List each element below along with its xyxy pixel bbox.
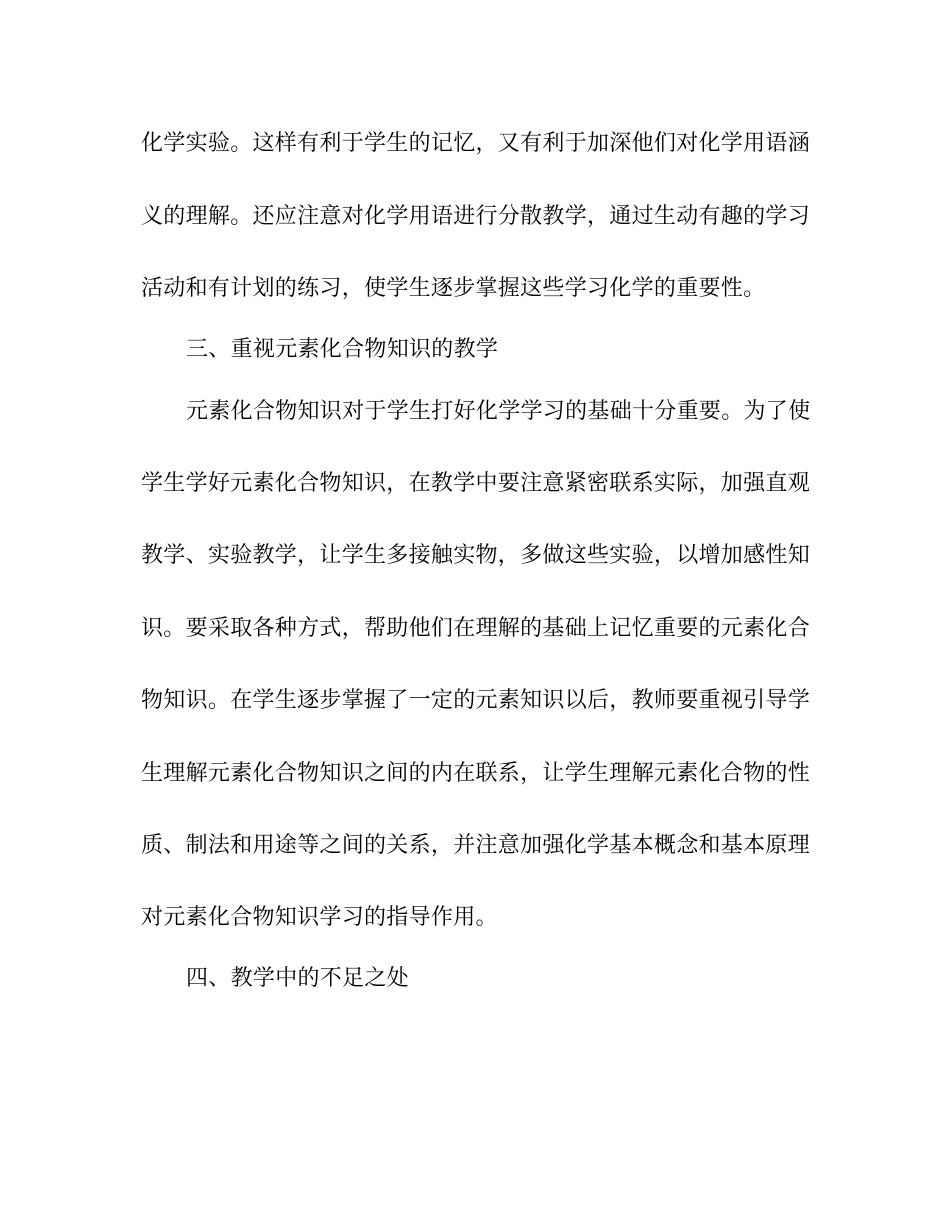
paragraph-line: 对元素化合物知识学习的指导作用。 xyxy=(141,905,498,930)
paragraph-line: 教学、实验教学，让学生多接触实物，多做这些实验，以增加感性知 xyxy=(141,543,811,568)
paragraph-line: 义的理解。还应注意对化学用语进行分散教学，通过生动有趣的学习 xyxy=(141,204,811,229)
paragraph-line: 物知识。在学生逐步掌握了一定的元素知识以后，教师要重视引导学 xyxy=(141,688,811,713)
section-heading: 三、重视元素化合物知识的教学 xyxy=(186,337,499,362)
paragraph-line: 识。要采取各种方式，帮助他们在理解的基础上记忆重要的元素化合 xyxy=(141,616,811,641)
paragraph-line: 元素化合物知识对于学生打好化学学习的基础十分重要。为了使 xyxy=(186,399,811,424)
paragraph-line: 学生学好元素化合物知识，在教学中要注意紧密联系实际，加强直观 xyxy=(141,471,811,496)
section-heading: 四、教学中的不足之处 xyxy=(186,966,410,991)
paragraph-line: 质、制法和用途等之间的关系，并注意加强化学基本概念和基本原理 xyxy=(141,833,811,858)
paragraph-line: 生理解元素化合物知识之间的内在联系，让学生理解元素化合物的性 xyxy=(141,761,811,786)
paragraph-line: 化学实验。这样有利于学生的记忆，又有利于加深他们对化学用语涵 xyxy=(141,131,811,156)
paragraph-line: 活动和有计划的练习，使学生逐步掌握这些学习化学的重要性。 xyxy=(141,276,766,301)
